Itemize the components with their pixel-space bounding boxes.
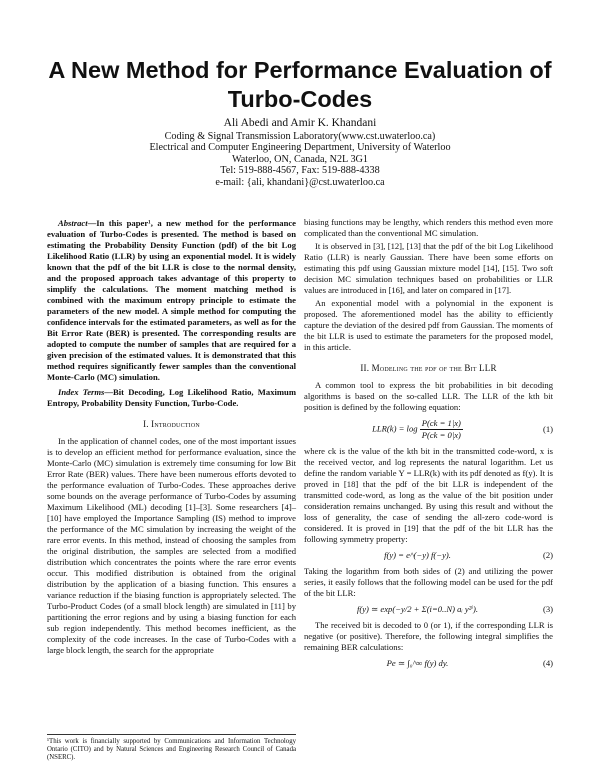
paragraph-symmetry: where ck is the value of the kth bit in the transmitted code-word, x is the received vector, and log represents the natural logarithm. Let us define the random variable Y = LLR(k) with its pdf denoted as f(y). It is proved in [18] that the pdf of the bit LLR is independent of the transmitted code-word, as long as the value of the bit position under consideration remains unchanged. By using this result and without the loss of generality, the case of sending the all-zero code-word is considered. It is proved in [19] that the pdf of the bit LLR has the following symmetry property:: [304, 446, 553, 544]
author-email: e-mail: {ali, khandani}@cst.uwaterloo.ca: [215, 176, 385, 188]
paper-title: A New Method for Performance Evaluation of Turbo-Codes: [48, 57, 552, 112]
eq4-number: (4): [542, 658, 553, 668]
eq4-body: Pe ≃ ∫₀^∞ f(y) dy.: [386, 658, 449, 668]
author-block: [60, 116, 540, 188]
paragraph-llr-definition: A common tool to express the bit probabilities in bit decoding algorithms is based on the so-called LLR. The LLR of the kth bit position is defined by the following equation:: [304, 380, 553, 412]
eq3-number: (3): [542, 604, 553, 614]
intro-paragraph: In the application of channel codes, one of the most important issues is to develop an efficient method for performance evaluation, since the Monte-Carlo (MC) simulation is extremely time consuming for low Bit Error Rate (BER) values. There have been numerous efforts devoted to the performance evaluation of Turbo-Codes. These approaches derive some bounds on the average performance of Turbo-Codes by assuming Maximum Likelihood (ML) decoding [1]–[3]. Some researchers [4]–[10] have employed the Importance Sampling (IS) method to improve the performance of the MC simulation by increasing the weight of the rare error events. In this method, instead of choosing the samples from the original distribution, the samples are selected from a modified distribution which concentrates the points where the rare error events occur. This modified distribution is obtained from the original distribution by the application of a biasing function. This ensures a variance reduction if the biasing function is appropriately selected. The Turbo-Product Codes (of a small block length) are simulated in [11] by partitioning the error regions and by using a biasing function for each sub region independently. This method becomes inefficient, as the complexity of the code increases. In the case of Turbo-Codes with a large block length, the search for the appropriate: [47, 436, 296, 655]
author-lab: Coding & Signal Transmission Laboratory(www.cst.uwaterloo.ca): [164, 131, 436, 142]
eq2-body: f(y) = e^(−y) f(−y).: [384, 550, 451, 560]
paragraph-model: Taking the logarithm from both sides of (2) and utilizing the power series, it easily follows that the following model can be used for the pdf of the bit LLR:: [304, 566, 553, 598]
right-column: [304, 217, 553, 674]
eq1-fraction: [420, 418, 463, 441]
index-terms-label: Index Terms: [58, 387, 105, 397]
paragraph-continued: biasing functions may be lengthy, which renders this method even more complicated than the conventional MC simulation.: [304, 217, 553, 238]
left-column: [47, 218, 296, 658]
author-dept: Electrical and Computer Engineering Department, University of Waterloo: [149, 142, 451, 154]
eq1-lhs: LLR(k) = log: [372, 423, 418, 434]
paragraph-related-work: It is observed in [3], [12], [13] that the pdf of the bit Log Likelihood Ratio (LLR) is nearly Gaussian. There have been some efforts on estimating this pdf using Gaussian mixture model [14], [15]. Two soft decision MC simulation techniques based on probabilities or LLR values are introduced in [16], and later on compared in [17].: [304, 241, 553, 295]
abstract: [47, 218, 296, 383]
author-names: Ali Abedi and Amir K. Khandani: [223, 117, 377, 129]
eq1-number: (1): [542, 424, 553, 434]
paragraph-model-intro: An exponential model with a polynomial in the exponent is proposed. The aforementioned model has the ability to efficiently capture the deviation of the desired pdf from Gaussian. The moments of the bit LLR is used to estimate the parameters for the proposed model, in this article.: [304, 298, 553, 352]
equation-1: [304, 418, 553, 441]
eq1-numerator: P(ck = 1|x): [421, 418, 461, 428]
section-heading-introduction: I. Introduction: [143, 419, 200, 429]
abstract-text: —In this paper¹, a new method for the performance evaluation of Turbo-Codes is presented. The method is based on estimating the Probability Density Function (pdf) of the bit Log Likelihood Ratio (LLR) by using an exponential model. It is widely known that the pdf of the bit LLR is close to the normal density, and the proposed approach takes advantage of this property to simplify the calculations. The moment matching method is combined with the maximum entropy principle to estimate the parameters of the new model. A simple method for computing the confidence intervals for the estimated parameters, as well as for the Bit Error Rate (BER) is presented. The corresponding results are adopted to compute the number of samples that are required for a given precision of the estimated values. It is demonstrated that this method requires significantly fewer samples than the conventional Monte-Carlo (MC) simulation.: [47, 218, 296, 382]
author-address: Waterloo, ON, Canada, N2L 3G1: [231, 153, 368, 165]
footnote: ¹This work is financially supported by Communications and Information Technology Ontario (CITO) and by Natural Sciences and Engineering Research Council of Canada (NSERC).: [47, 734, 296, 762]
equation-2: [304, 550, 553, 561]
paragraph-ber: The received bit is decoded to 0 (or 1), if the corresponding LLR is negative (or positive). Therefore, the following integral simplifies the remaining BER calculations:: [304, 620, 553, 652]
equation-3: [304, 604, 553, 615]
eq3-body: f(y) ≃ exp(−y/2 + Σ(i=0..N) aᵢ y²ⁱ).: [356, 604, 479, 614]
index-terms: [47, 387, 296, 409]
author-phone: Tel: 519-888-4567, Fax: 519-888-4338: [220, 165, 380, 177]
section-heading-modeling: II. Modeling the pdf of the Bit LLR: [360, 363, 497, 373]
abstract-label: Abstract: [58, 218, 88, 228]
eq1-denominator: P(ck = 0|x): [421, 430, 461, 440]
equation-4: [304, 658, 553, 669]
index-terms-text: —Bit Decoding, Log Likelihood Ratio, Maximum Entropy, Probability Density Function, Turbo-Code.: [47, 387, 296, 408]
eq2-number: (2): [542, 550, 553, 560]
